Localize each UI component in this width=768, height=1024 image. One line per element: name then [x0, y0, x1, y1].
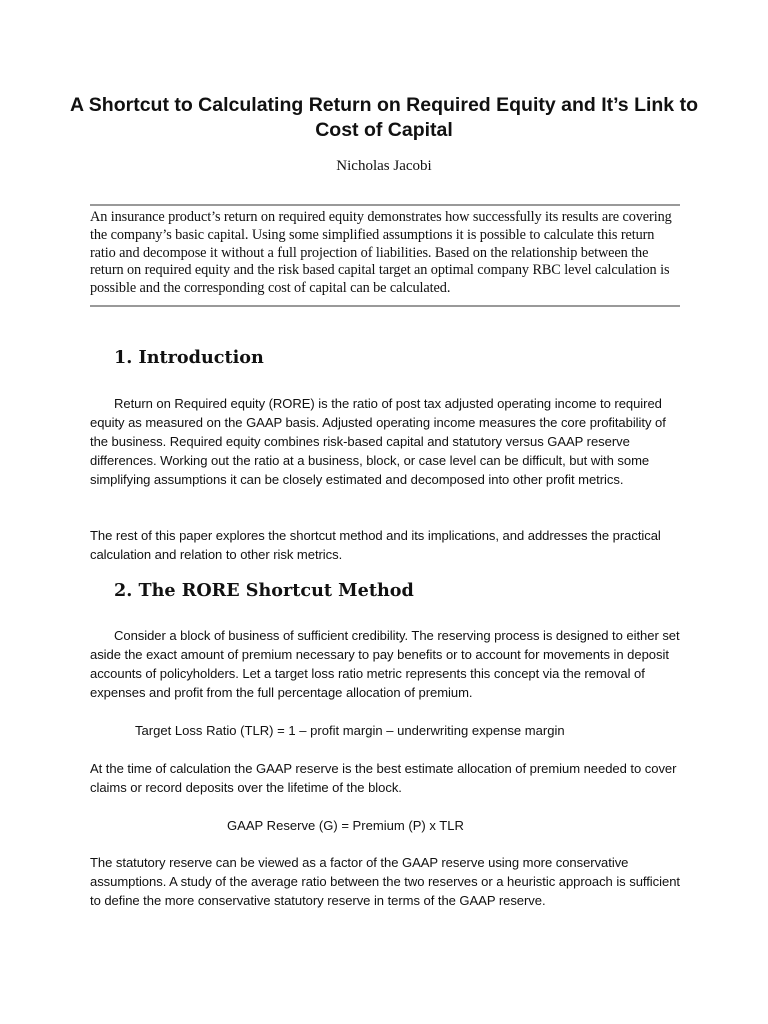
section-heading-introduction: 1. Introduction	[114, 347, 264, 368]
introduction-paragraph-2: The rest of this paper explores the shortcut method and its implications, and addresses the practical calculation and relation to other risk metrics.	[90, 528, 661, 562]
rore-paragraph-3: The statutory reserve can be viewed as a factor of the GAAP reserve using more conservative assumptions. A study of the average ratio between the two reserves or a heuristic approach is sufficient to define the more conservative statutory reserve in terms of the GAAP reserve.	[90, 855, 680, 908]
rore-paragraph-1: Consider a block of business of sufficient credibility. The reserving process is designed to either set aside the exact amount of premium necessary to pay benefits or to account for movements in deposit accounts of policyholders. Let a target loss ratio metric represents this concept via the removal of expenses and profit from the full percentage allocation of premium.	[90, 628, 680, 700]
paper-title: A Shortcut to Calculating Return on Required Equity and It’s Link to Cost of Capital	[70, 94, 698, 141]
equation-gaap-reserve: GAAP Reserve (G) = Premium (P) x TLR	[227, 818, 464, 833]
equation-target-loss-ratio: Target Loss Ratio (TLR) = 1 – profit margin – underwriting expense margin	[135, 723, 565, 738]
abstract-bottom-rule	[90, 305, 680, 307]
abstract-top-rule	[90, 204, 680, 206]
abstract: An insurance product’s return on required equity demonstrates how successfully its results are covering the company’s basic capital. Using some simplified assumptions it is possible to calculate this return ratio and decompose it without a full projection of liabilities. Based on the relationship between the return on required equity and the risk based capital target an optimal company RBC level calculation is possible and the corresponding cost of capital can be calculated.	[90, 209, 672, 297]
rore-paragraph-2: At the time of calculation the GAAP reserve is the best estimate allocation of premium needed to cover claims or record deposits over the lifetime of the block.	[90, 761, 677, 795]
introduction-paragraph-1: Return on Required equity (RORE) is the ratio of post tax adjusted operating income to required equity as measured on the GAAP basis. Adjusted operating income measures the core profitability of the business. Required equity combines risk-based capital and statutory versus GAAP reserve differences. Working out the ratio at a business, block, or case level can be difficult, but with some simplifying assumptions it can be closely estimated and decomposed into other profit metrics.	[90, 396, 666, 487]
author-name: Nicholas Jacobi	[336, 158, 432, 174]
section-heading-rore-shortcut: 2. The RORE Shortcut Method	[114, 580, 414, 601]
